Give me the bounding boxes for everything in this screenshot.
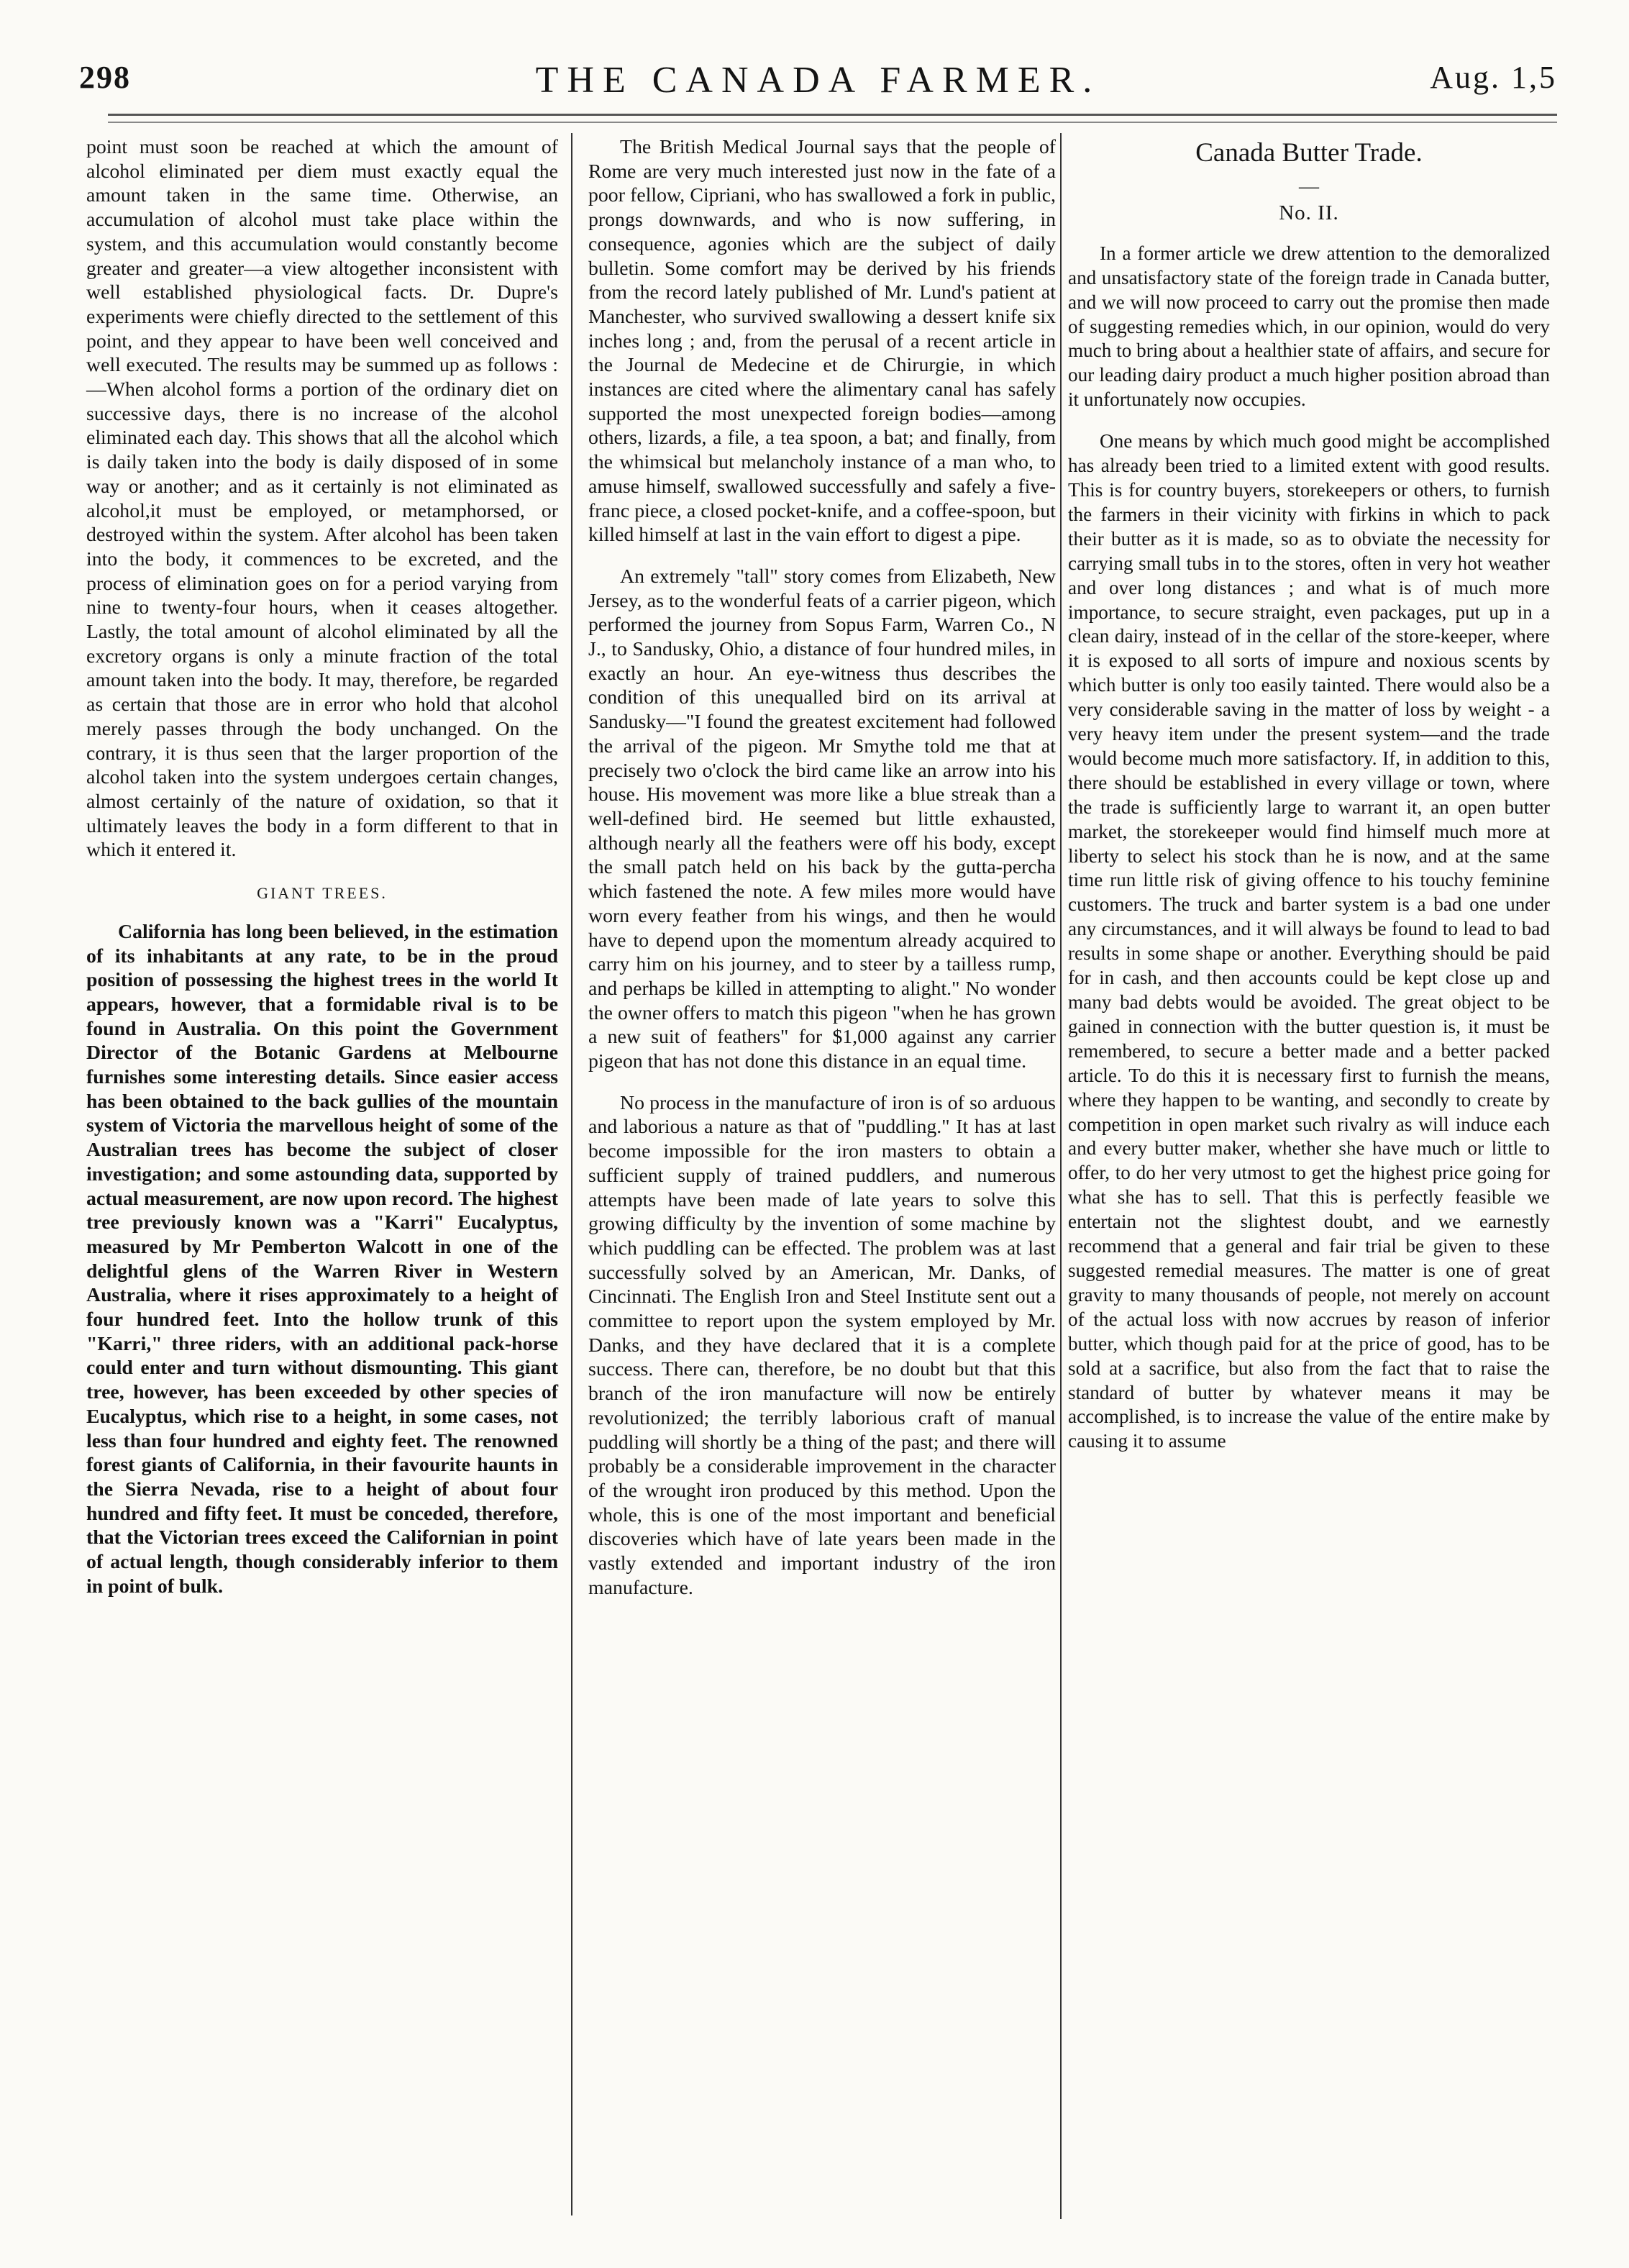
butter-paragraph-2: One means by which much good might be accomplished has already been tried to a limited extent with good results. This is for country buyers, storekeepers or others, to furnish the farmers in their vicinity with firkins in which to pack their butter as it is made, so as to obviate the necessity for carrying small tubs in to the stores, often in very hot weather and over long distances ; and what is of much more importance, to secure straight, even packages, put up in a clean dairy, instead of in the cellar of the store-keeper, where it is exposed to all sorts of impure and noxious scents by which butter is only too easily tainted. There would also be a very considerable saving in the matter of loss by weight - a very heavy item under the present system—and the trade would become much more satisfactory. If, in addition to this, there should be established in every village or town, where the trade is sufficiently large to warrant it, an open butter market, the storekeeper would find himself much more at liberty to select his stock than he is now, and at the same time run little risk of giving offence to his touchy feminine customers. The truck and barter system is a bad one under any circumstances, and it will always be found to lead to bad results in some shape or another. Everything should be paid for in cash, and then accounts could be kept close up and many bad debts would be avoided. The great object to be gained in connection with the butter question is, it must be remembered, to secure a better made and a better packed article. To do this it is necessary first to furnish the means, where they happen to be wanting, and secondly to create by competition in open market such rivalry as will induce each and every butter maker, whether she have much or little to offer, to do her very utmost to get the highest price going for what she has to sell. That this is perfectly feasible we entertain not the slightest doubt, and we earnestly recommend that a general and fair trial be given to these suggested remedial measures. The matter is one of great gravity to many thousands of people, not merely on account of the actual loss with now accrues by reason of inferior butter, which though paid for at the price of good, has to be sold at a sacrifice, but also from the fact that to raise the standard of butter by whatever means it may be accomplished, is to increase the value of the entire make by causing it to assume — [1068, 430, 1550, 1452]
carrier-pigeon-paragraph: An extremely "tall" story comes from Elizabeth, New Jersey, as to the wonderful feats of a carrier pigeon, which performed the journey from Sopus Farm, Warren Co., N J., to Sandusky, Ohio, a distance of four hundred miles, in exactly an hour. An eye-witness thus describes the condition of this unequalled bird on its arrival at Sandusky—"I found the greatest excitement had followed the arrival of the pigeon. Mr Smythe told me that at precisely two o'clock the bird came like an arrow into his house. His movement was more like a blue streak than a well-defined bird. He seemed but little exhausted, although nearly all the feathers were off his body, except the small patch held on his back by the gutta-percha which fastened the note. A few miles more would have worn every feather from his wings, and then he would have to depend upon the momentum already acquired to carry him on his journey, and to steer by a tailless rump, and perhaps be killed in attempting to alight." No wonder the owner offers to match this pigeon "when he has grown a new suit of feathers" for $1,000 against any carrier pigeon that has not done this distance in an equal time. — [588, 565, 1056, 1073]
alcohol-continued-paragraph: point must soon be reached at which the amount of alcohol eliminated per diem must exactly equal the amount taken in the same time. Otherwise, an accumulation of alcohol must take place within the system, and this accumulation would constantly become greater and greater—a view altogether inconsistent with well established physiological facts. Dr. Dupre's experiments were chiefly directed to the settlement of this point, and they appear to have been well conceived and well executed. The results may be summed up as follows :—When alcohol forms a portion of the ordinary diet on successive days, there is no increase of the alcohol eliminated each day. This shows that all the alcohol which is daily taken into the body is daily disposed of in some way or another; and as it certainly is not eliminated as alcohol,it must be employed, or metamphorsed, or destroyed within the system. After alcohol has been taken into the body, it commences to be excreted, and the process of elimination goes on for a period varying from nine to twenty-four hours, when it ceases altogether. Lastly, the total amount of alcohol eliminated by all the excretory organs is only a minute fraction of the total amount taken into the body. It may, therefore, be regarded as certain that those are in error who hold that alcohol merely passes through the body unchanged. On the contrary, it is thus seen that the larger proportion of the alcohol taken into the system undergoes certain changes, almost certainly of the nature of oxidation, so that it ultimately leaves the body in a form different to that in which it entered it. — [86, 136, 558, 862]
issue-date: Aug. 1,5 — [1430, 60, 1557, 95]
column-left — [86, 135, 558, 1598]
masthead: THE CANADA FARMER. — [535, 60, 1101, 101]
page-header — [79, 59, 1557, 109]
article-subtitle: No. II. — [1279, 201, 1339, 224]
column-middle — [588, 135, 1056, 1600]
butter-paragraph-1: In a former article we drew attention to the demoralized and unsatisfactory state of the foreign trade in Canada butter, and we will now proceed to carry out the promise then made of suggesting remedies which, in our opinion, would do very much to bring about a healthier state of affairs, and secure for our leading dairy product a much higher position abroad than it unfortunately now occupies. — [1068, 242, 1550, 411]
column-divider — [571, 133, 572, 2215]
rome-fork-paragraph: The British Medical Journal says that the people of Rome are very much interested just now in the fate of a poor fellow, Cipriani, who has swallowed a fork in public, prongs downwards, and who is now suffering, in consequence, agonies which are the subject of daily bulletin. Some comfort may be derived by his friends from the record lately published of Mr. Lund's patient at Manchester, who survived swallowing a dessert knife six inches long ; and, from the perusal of a recent article in the Journal de Medecine et de Chirurgie, in which instances are cited where the alimentary canal has safely supported the most unexpected foreign bodies—among others, lizards, a file, a tea spoon, a bat; and finally, from the whimsical but melancholy instance of a man who, to amuse himself, swallowed successfully and safely a five-franc piece, a closed pocket-knife, and a coffee-spoon, but killed himself at last in the vain effort to digest a pipe. — [588, 136, 1056, 547]
column-divider — [1060, 133, 1062, 2219]
header-rule — [108, 114, 1557, 123]
giant-trees-paragraph: California has long been believed, in the estimation of its inhabitants at any rate, to be in the proud position of possessing the highest trees in the world It appears, however, that a formidable rival is to be found in Australia. On this point the Government Director of the Botanic Gardens at Melbourne furnishes some interesting details. Since easier access has been obtained to the back gullies of the mountain system of Victoria the marvellous height of some of the Australian trees has become the subject of closer investigation; and some astounding data, supported by actual measurement, are now upon record. The highest tree previously known was a "Karri" Eucalyptus, measured by Mr Pemberton Walcott in one of the delightful glens of the Warren River in Western Australia, where it rises approximately to a height of four hundred feet. Into the hollow trunk of this "Karri," three riders, with an additional pack-horse could enter and turn without dismounting. This giant tree, however, has been exceeded by other species of Eucalyptus, which rise to a height, in some cases, not less than four hundred and eighty feet. The renowned forest giants of California, in their favourite haunts in the Sierra Nevada, rise to a height of about four hundred and fifty feet. It must be conceded, therefore, that the Victorian trees exceed the Californian in point of actual length, though considerably inferior to them in point of bulk. — [86, 920, 558, 1598]
page-number: 298 — [79, 60, 131, 95]
article-title: Canada Butter Trade. — [1195, 138, 1423, 168]
section-heading: GIANT TREES. — [257, 884, 388, 903]
title-dash: — — [1299, 175, 1319, 198]
iron-puddling-paragraph: No process in the manufacture of iron is of so arduous and laborious a nature as that of "puddling." It has at last become impossible for the iron masters to obtain a sufficient supply of trained puddlers, and numerous attempts have been made of late years to solve this growing difficulty by the invention of some machine by which puddling can be effected. The problem was at last successfully solved by an American, Mr. Danks, of Cincinnati. The English Iron and Steel Institute sent out a committee to report upon the system employed by Mr. Danks, and they have declared that it is a complete success. There can, therefore, be no doubt but that this branch of the iron manufacture will now be entirely revolutionized; the terribly laborious craft of manual puddling will shortly be a thing of the past; and there will probably be a considerable improvement in the character of the wrought iron produced by this method. Upon the whole, this is one of the most important and beneficial discoveries which have of late years been made in the vastly extended and important industry of the iron manufacture. — [588, 1091, 1056, 1599]
column-right — [1068, 135, 1550, 1454]
